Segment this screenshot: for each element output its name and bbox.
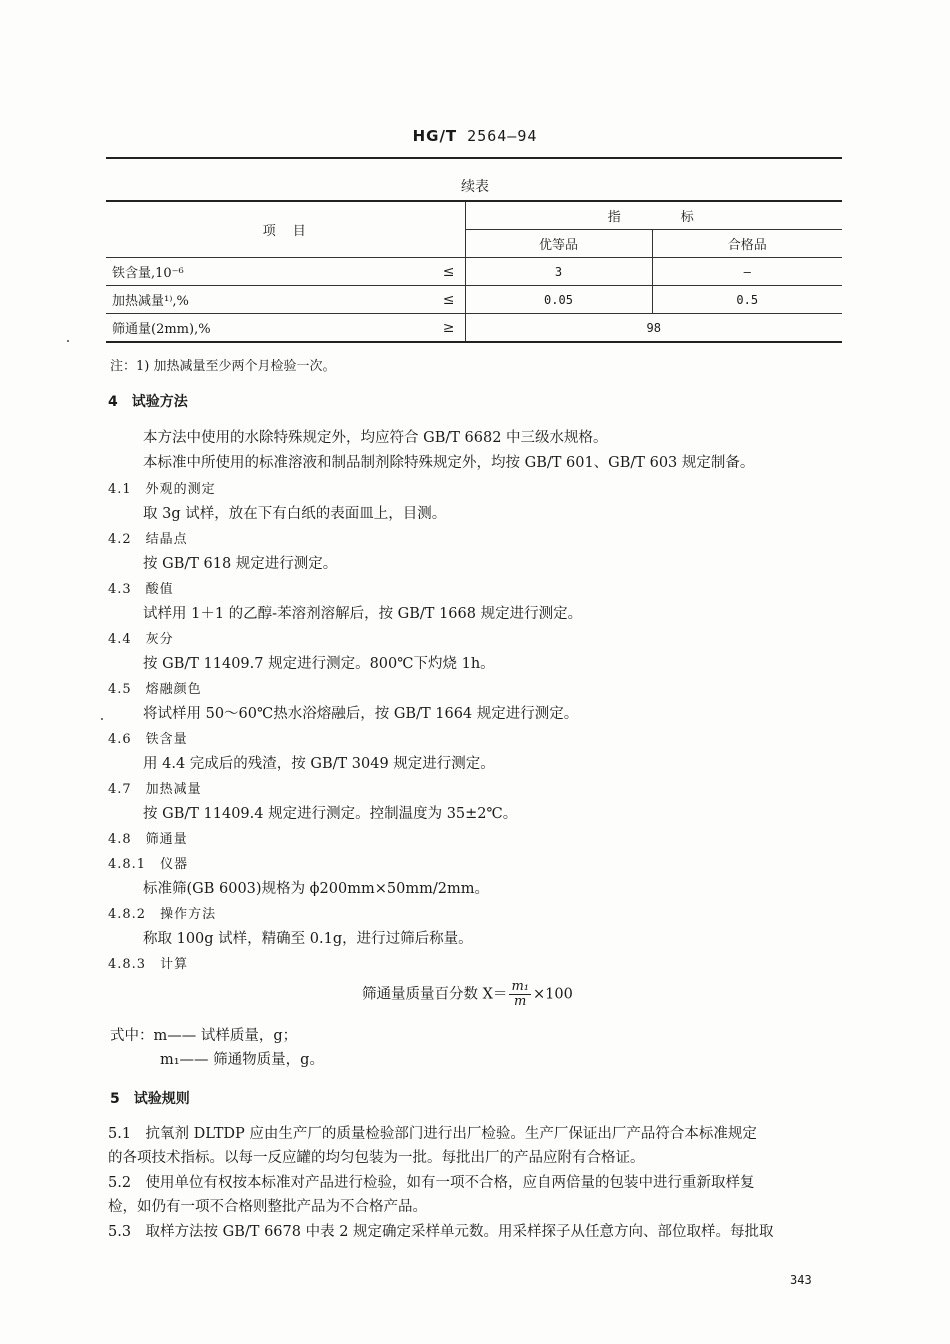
subsection-title: 4.4 灰分: [108, 632, 174, 647]
paragraph: 试样用 1＋1 的乙醇-苯溶剂溶解后，按 GB/T 1668 规定进行测定。: [143, 606, 583, 622]
subsection-title: 4.8 筛通量: [108, 832, 188, 847]
document-code-header: HG/T 2564—94: [412, 127, 538, 145]
table-caption: 续表: [461, 179, 489, 195]
formula-lhs: 筛通量质量百分数 X＝: [362, 986, 508, 1003]
row-symbol: ≥: [442, 319, 455, 336]
subsection-title: 4.8.1 仪器: [108, 857, 189, 872]
formula-rhs: ×100: [532, 986, 573, 1003]
formula-where-2: m₁—— 筛通物质量，g。: [160, 1052, 324, 1068]
col-header-item: 项 目: [106, 201, 465, 258]
subsection-title: 4.5 熔融颜色: [108, 682, 202, 697]
subsection-title: 4.1 外观的测定: [108, 482, 216, 497]
paragraph: 称取 100g 试样，精确至 0.1g，进行过筛后称量。: [143, 931, 473, 947]
paragraph: 按 GB/T 11409.4 规定进行测定。控制温度为 35±2℃。: [143, 806, 518, 822]
row-grade-premium: 0.05: [465, 286, 652, 314]
row-item: 加热减量¹⁾,%: [112, 294, 189, 309]
formula: [362, 980, 573, 1009]
table-row: [106, 286, 842, 314]
spec-table: [106, 200, 842, 343]
row-item: 铁含量,10⁻⁶: [112, 266, 184, 281]
table-row: [106, 258, 842, 286]
table-row: [106, 314, 842, 343]
section-4-title: 4 试验方法: [108, 394, 188, 410]
paragraph: 将试样用 50～60℃热水浴熔融后，按 GB/T 1664 规定进行测定。: [143, 706, 579, 722]
formula-fraction: [509, 980, 531, 1009]
header-rule: [106, 157, 842, 159]
subsection-title: 4.3 酸值: [108, 582, 174, 597]
row-grade-qualified: 0.5: [652, 286, 842, 314]
row-symbol: ≤: [442, 291, 455, 308]
subsection-title: 4.6 铁含量: [108, 732, 188, 747]
subsection-title: 4.7 加热减量: [108, 782, 202, 797]
paragraph: 用 4.4 完成后的残渣，按 GB/T 3049 规定进行测定。: [143, 756, 495, 772]
formula-numerator: m₁: [511, 979, 529, 994]
formula-where-1: 式中：m—— 试样质量，g；: [110, 1028, 298, 1044]
col-header-index: 指标: [465, 201, 842, 230]
row-item: 筛通量(2mm),%: [112, 322, 211, 337]
paragraph: 5.1 抗氧剂 DLTDP 应由生产厂的质量检验部门进行出厂检验。生产厂保证出厂产品符合本标准规定: [108, 1126, 757, 1142]
paragraph: 标准筛(GB 6003)规格为 ϕ200mm×50mm/2mm。: [143, 881, 489, 897]
table-note: 注：1) 加热减量至少两个月检验一次。: [110, 359, 336, 374]
subsection-title: 4.2 结晶点: [108, 532, 188, 547]
row-grade-qualified: —: [652, 258, 842, 286]
scan-speck: [101, 718, 103, 720]
scan-speck: [67, 340, 69, 342]
paragraph: 本标准中所使用的标准溶液和制品制剂除特殊规定外，均按 GB/T 601、GB/T 603 规定制备。: [143, 455, 755, 471]
paragraph: 按 GB/T 11409.7 规定进行测定。800℃下灼烧 1h。: [143, 656, 495, 672]
paragraph: 5.3 取样方法按 GB/T 6678 中表 2 规定确定采样单元数。用采样探子从任意方向、部位取样。每批取: [108, 1224, 774, 1240]
subsection-title: 4.8.3 计算: [108, 957, 189, 972]
formula-denominator: m: [514, 994, 527, 1009]
paragraph: 检，如仍有一项不合格则整批产品为不合格产品。: [108, 1199, 427, 1215]
section-5-title: 5 试验规则: [110, 1091, 190, 1107]
row-symbol: ≤: [442, 263, 455, 280]
paragraph: 本方法中使用的水除特殊规定外，均应符合 GB/T 6682 中三级水规格。: [143, 430, 608, 446]
row-merged-value: 98: [465, 314, 842, 343]
paragraph: 5.2 使用单位有权按本标准对产品进行检验，如有一项不合格，应自两倍量的包装中进行重新取样复: [108, 1175, 755, 1191]
page-number: 343: [790, 1273, 812, 1287]
subsection-title: 4.8.2 操作方法: [108, 907, 217, 922]
col-header-grade-premium: 优等品: [465, 230, 652, 258]
row-grade-premium: 3: [465, 258, 652, 286]
paragraph: 取 3g 试样，放在下有白纸的表面皿上，目测。: [143, 506, 447, 522]
paragraph: 按 GB/T 618 规定进行测定。: [143, 556, 338, 572]
paragraph: 的各项技术指标。以每一反应罐的均匀包装为一批。每批出厂的产品应附有合格证。: [108, 1150, 645, 1166]
col-header-grade-qualified: 合格品: [652, 230, 842, 258]
